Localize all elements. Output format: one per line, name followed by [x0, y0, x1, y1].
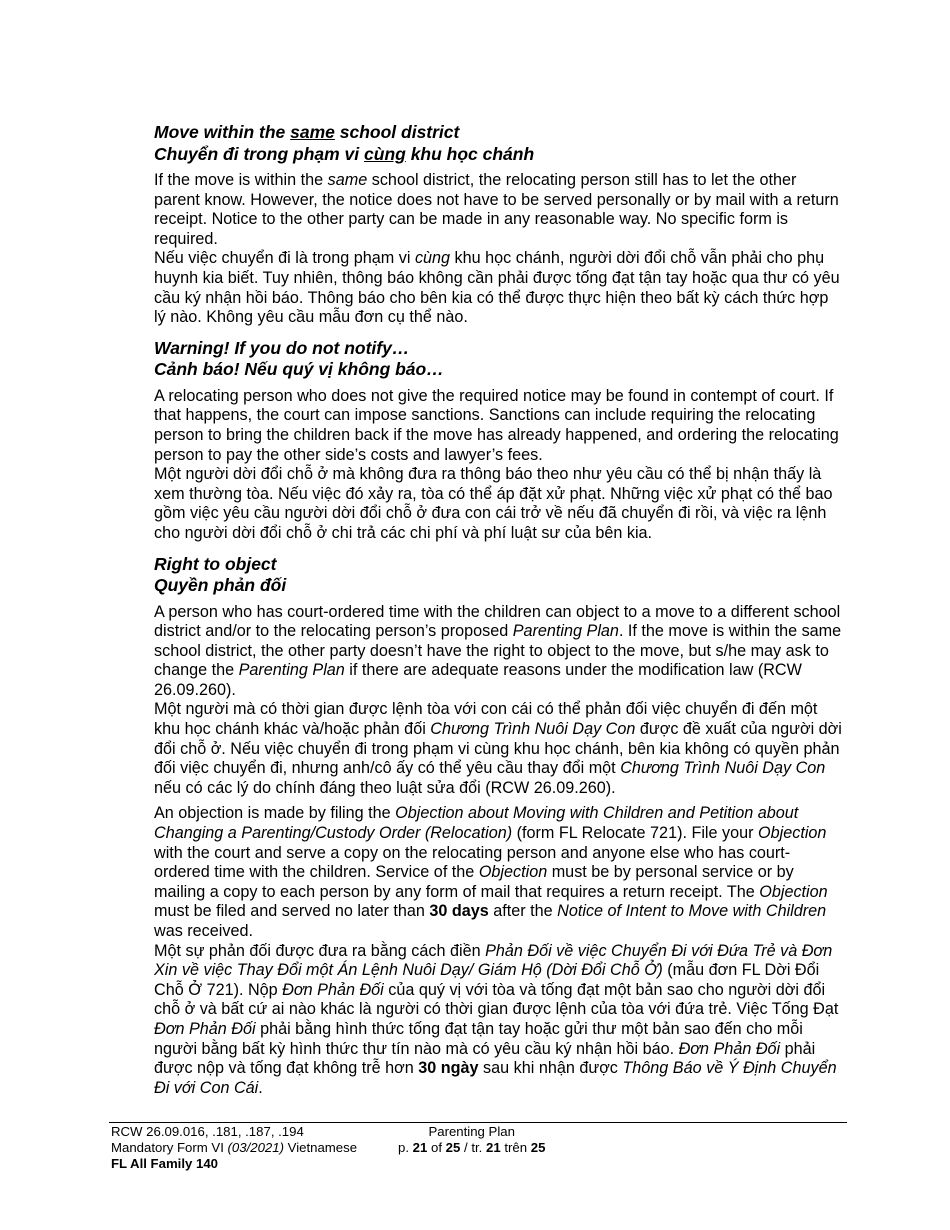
paragraph-en: An objection is made by filing the Objection about Moving with Children and Petition about Changing a Parenting/Custody Order (Relocation) (form FL Relocate 721). File your Objection with the court and serve a copy on the relocating person and anyone else who has court-ordered time with the children. Service of the Objection must be by personal service or by mailing a copy to each person by any form of mail that requires a return receipt. The Objection must be filed and served no later than 30 days after the Notice of Intent to Move with Children was received.: [154, 804, 828, 940]
footer-rcw: RCW 26.09.016, .181, .187, .194: [111, 1124, 304, 1139]
paragraph-en: If the move is within the same school district, the relocating person still has to let the other parent know. However, the notice does not have to be served personally or by mail with a return receipt. Notice to the other party can be made in any reasonable way. No specific form is required.: [154, 171, 839, 248]
section-heading-move-within: [154, 122, 844, 165]
footer-center: [398, 1124, 545, 1156]
heading-vi: Chuyển đi trong phạm vi cùng khu học chánh: [154, 143, 535, 164]
paragraph-vi: Một sự phản đối được đưa ra bằng cách điền Phản Đối về việc Chuyển Đi với Đứa Trẻ và Đơn Xin về việc Thay Đổi một Án Lệnh Nuôi Dạy/ Giám Hộ (Dời Đổi Chỗ Ở) (mẫu đơn FL Dời Đổi Chỗ Ở 721). Nộp Đơn Phản Đối của quý vị với tòa và tống đạt một bản sao cho người dời đổi chỗ ở và bất cứ ai nào khác là người có thời gian được lệnh của tòa với đứa trẻ. Việc Tống Đạt Đơn Phản Đối phải bằng hình thức tống đạt tận tay hoặc gửi thư một bản sao đến cho mỗi người bằng bất kỳ hình thức thư tín nào mà có yêu cầu ký nhận hồi báo. Đơn Phản Đối phải được nộp và tống đạt không trễ hơn 30 ngày sau khi nhận được Thông Báo về Ý Định Chuyển Đi với Con Cái.: [154, 941, 839, 1097]
section-right-to-object: [154, 603, 844, 1099]
section-warning: [154, 387, 844, 544]
footer-left: [111, 1124, 357, 1172]
heading-en: Right to object: [154, 553, 277, 574]
paragraph-vi: Một người mà có thời gian được lệnh tòa với con cái có thể phản đối việc chuyển đi đến một khu học chánh khác và/hoặc phản đối Chương Trình Nuôi Dạy Con được đề xuất của người dời đổi chỗ ở. Nếu việc chuyển đi trong phạm vi cùng khu học chánh, bên kia không có quyền phản đối việc chuyển đi, nhưng anh/cô ấy có thể yêu cầu thay đổi một Chương Trình Nuôi Dạy Con nếu có các lý do chính đáng theo luật sửa đổi (RCW 26.09.260).: [154, 700, 842, 797]
paragraph-en: A relocating person who does not give the required notice may be found in contempt of court. If that happens, the court can impose sanctions. Sanctions can include requiring the relocating person to bring the children back if the move has already happened, and ordering the relocating person to pay the other side’s costs and lawyer’s fees.: [154, 386, 839, 464]
section-heading-right-to-object: [154, 554, 844, 597]
paragraph-vi: Nếu việc chuyển đi là trong phạm vi cùng khu học chánh, người dời đổi chỗ vẫn phải cho phụ huynh kia biết. Tuy nhiên, thông báo không cần phải được tống đạt tận tay hoặc qua thư có yêu cầu ký nhận hồi báo. Thông báo cho bên kia có thể được thực hiện theo bất kỳ cách thức hợp lý nào. Không yêu cầu mẫu đơn cụ thể nào.: [154, 249, 840, 327]
heading-en: Warning! If you do not notify…: [154, 337, 410, 358]
paragraph-vi: Một người dời đổi chỗ ở mà không đưa ra thông báo theo như yêu cầu có thể bị nhận thấy là xem thường tòa. Nếu việc đó xảy ra, tòa có thể áp đặt xử phạt. Những việc xử phạt có thể bao gồm việc yêu cầu người dời đổi chỗ ở đưa con cái trở về nếu đã chuyển đi rồi, và việc ra lệnh cho người dời đổi chỗ ở chi trả các chi phí và phí luật sư của bên kia.: [154, 465, 833, 542]
footer-form-info: Mandatory Form VI (03/2021) Vietnamese: [111, 1140, 358, 1155]
heading-en: Move within the same school district: [154, 122, 460, 142]
footer-title: Parenting Plan: [428, 1124, 515, 1139]
footer-form-id: FL All Family 140: [111, 1156, 219, 1171]
section-heading-warning: [154, 338, 844, 381]
heading-vi: Cảnh báo! Nếu quý vị không báo…: [154, 359, 444, 380]
section-move-within: [154, 171, 844, 328]
footer-divider: [109, 1122, 847, 1123]
document-body: [154, 122, 844, 1098]
page-number: p. 21 of 25 / tr. 21 trên 25: [398, 1140, 546, 1155]
heading-vi: Quyền phản đối: [154, 575, 287, 595]
paragraph-en: A person who has court-ordered time with the children can object to a move to a different school district and/or to the relocating person’s proposed Parenting Plan. If the move is within the same school district, the other party doesn’t have the right to object to the move, but s/he may ask to change the Parenting Plan if there are adequate reasons under the modification law (RCW 26.09.260).: [154, 602, 842, 699]
